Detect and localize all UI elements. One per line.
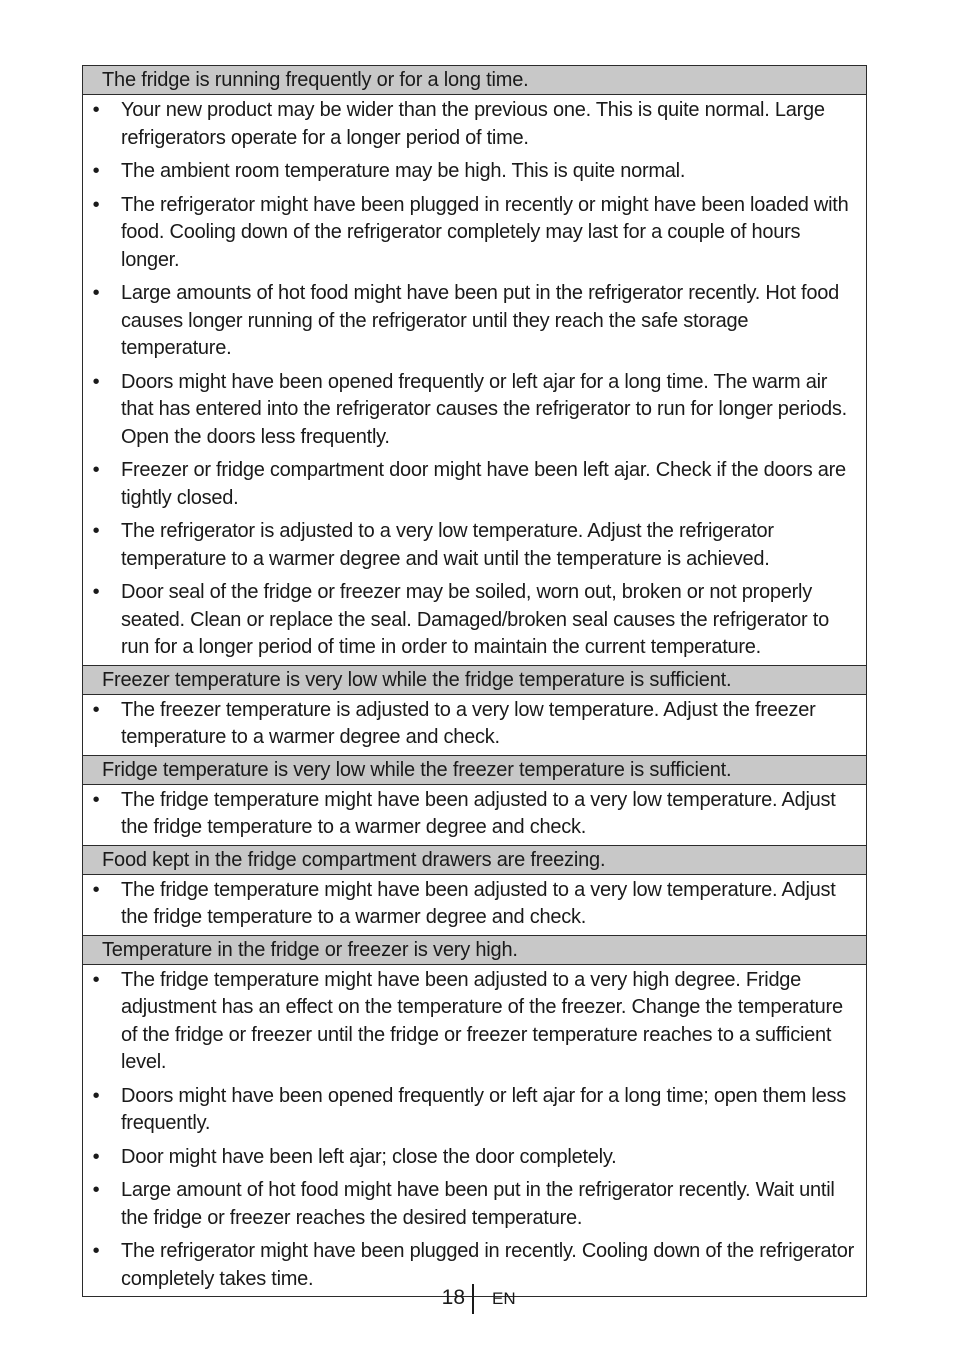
section-items — [83, 875, 866, 935]
bullet: • — [92, 788, 100, 811]
list-item — [83, 518, 858, 573]
bullet: • — [92, 878, 100, 901]
bullet: • — [92, 581, 100, 603]
item-text: The ambient room temperature may be high. This is quite normal. — [121, 160, 686, 182]
bullet: • — [92, 968, 100, 991]
list-item — [83, 97, 858, 152]
item-text: The fridge temperature might have been adjusted to a very high degree. Fridge adjustment has an effect on the temperature of the freezer. Change the temperature of the fridge or freezer until the fridge or freezer temperature reaches to a sufficient level. — [121, 968, 843, 1073]
section-items — [83, 695, 866, 755]
item-text: Freezer or fridge compartment door might have been left ajar. Check if the doors are tightly closed. — [121, 459, 846, 509]
bullet: • — [92, 1240, 100, 1262]
list-item — [83, 280, 858, 363]
item-text: Door might have been left ajar; close the door completely. — [121, 1145, 617, 1168]
item-text: The refrigerator might have been plugged in recently or might have been loaded with food. Cooling down of the refrigerator completely may last for a couple of hours longer. — [121, 193, 849, 271]
item-text: The fridge temperature might have been adjusted to a very low temperature. Adjust the fridge temperature to a warmer degree and check. — [121, 788, 836, 838]
bullet: • — [92, 1179, 100, 1201]
bullet: • — [92, 193, 100, 216]
list-item — [83, 697, 858, 752]
section-heading: Temperature in the fridge or freezer is very high. — [83, 935, 866, 965]
list-item — [83, 158, 858, 186]
item-text: The freezer temperature is adjusted to a very low temperature. Adjust the freezer temperature to a warmer degree and check. — [121, 698, 816, 748]
bullet: • — [92, 99, 100, 121]
list-item — [83, 369, 858, 452]
section-heading: Fridge temperature is very low while the freezer temperature is sufficient. — [83, 755, 866, 785]
list-item — [83, 579, 858, 662]
section-heading: The fridge is running frequently or for a long time. — [83, 66, 866, 95]
bullet: • — [92, 698, 100, 721]
page-footer — [0, 1284, 954, 1314]
list-item — [83, 1177, 858, 1232]
bullet: • — [92, 1084, 100, 1107]
section-items — [83, 95, 866, 665]
troubleshooting-table — [82, 65, 867, 1297]
section-heading: Food kept in the fridge compartment drawers are freezing. — [83, 845, 866, 875]
list-item — [83, 967, 858, 1077]
bullet: • — [92, 282, 100, 304]
section-items — [83, 785, 866, 845]
item-text: The refrigerator is adjusted to a very low temperature. Adjust the refrigerator temperature to a warmer degree and wait until the temperature is achieved. — [121, 520, 774, 570]
list-item — [83, 192, 858, 275]
item-text: Large amounts of hot food might have been put in the refrigerator recently. Hot food causes longer running of the refrigerator until they reach the safe storage temperature. — [121, 282, 839, 359]
item-text: Large amount of hot food might have been put in the refrigerator recently. Wait until the fridge or freezer reaches the desired temperature. — [121, 1179, 835, 1229]
page-number: 18 — [441, 1286, 465, 1309]
item-text: Doors might have been opened frequently or left ajar for a long time. The warm air that has entered into the refrigerator causes the refrigerator to run for longer periods. Open the doors less frequently. — [121, 370, 847, 448]
bullet: • — [92, 160, 100, 182]
item-text: The fridge temperature might have been adjusted to a very low temperature. Adjust the fridge temperature to a warmer degree and check. — [121, 878, 836, 928]
list-item — [83, 1083, 858, 1138]
item-text: Your new product may be wider than the previous one. This is quite normal. Large refrigerators operate for a longer period of time. — [121, 99, 825, 149]
bullet: • — [92, 1145, 100, 1168]
item-text: The refrigerator might have been plugged in recently. Cooling down of the refrigerator completely takes time. — [121, 1240, 855, 1290]
bullet: • — [92, 370, 100, 393]
item-text: Door seal of the fridge or freezer may be soiled, worn out, broken or not properly seated. Clean or replace the seal. Damaged/broken seal causes the refrigerator to run for a longer period of time in order to maintain the current temperature. — [121, 581, 829, 658]
list-item — [83, 877, 858, 932]
bullet: • — [92, 459, 100, 481]
section-items — [83, 965, 866, 1297]
list-item — [83, 1144, 858, 1172]
item-text: Doors might have been opened frequently or left ajar for a long time; open them less frequently. — [121, 1084, 846, 1134]
footer-separator — [472, 1284, 474, 1314]
list-item — [83, 457, 858, 512]
language-code: EN — [492, 1289, 516, 1308]
bullet: • — [92, 520, 100, 542]
list-item — [83, 787, 858, 842]
section-heading: Freezer temperature is very low while the fridge temperature is sufficient. — [83, 665, 866, 695]
